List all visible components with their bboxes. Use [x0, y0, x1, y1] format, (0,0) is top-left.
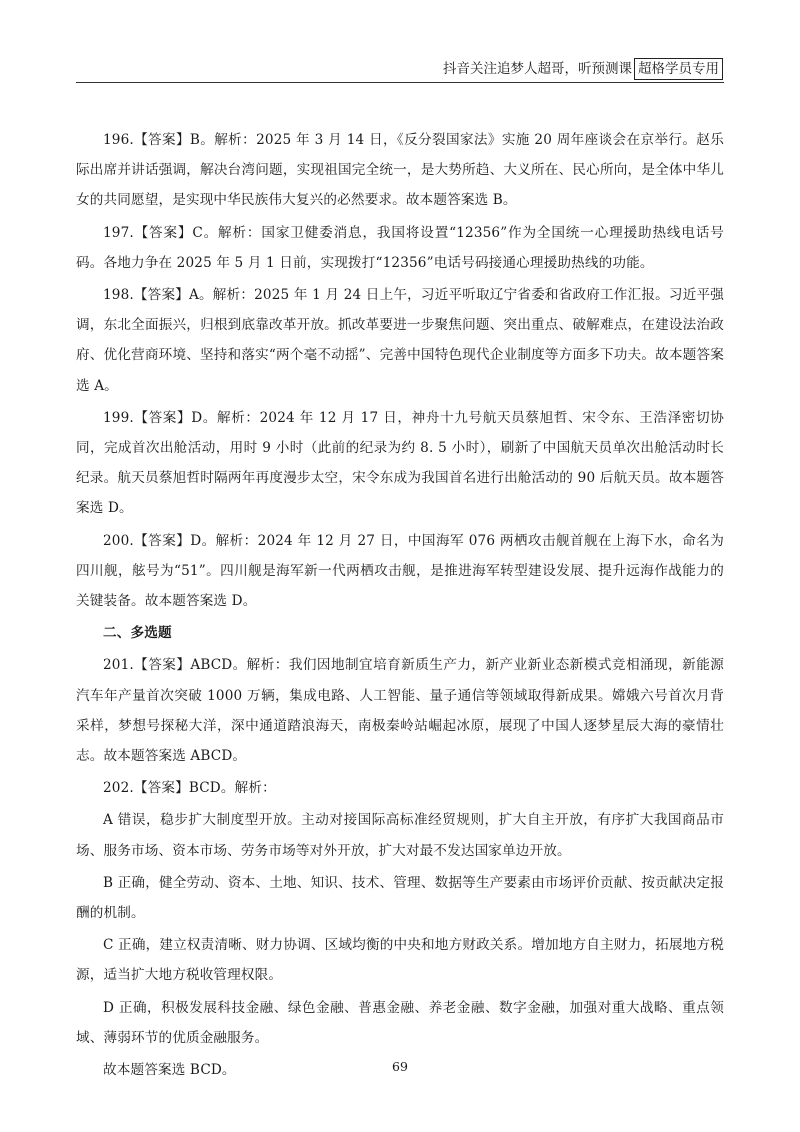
answer-199: 199.【答案】D。解析：2024 年 12 月 17 日，神舟十九号航天员蔡旭哲、宋令东、王浩泽密切协同，完成首次出舱活动，用时 9 小时（此前的纪录为约 8. 5 小时），刷新了中国航天员单次出舱活动时长纪录。航天员蔡旭哲时隔两年再度漫步太空，宋令东成为我国首名进行出舱活动的 90 后航天员。故本题答案选 D。	[76, 409, 724, 517]
answer-202-option-d: D 正确，积极发展科技金融、绿色金融、普惠金融、养老金融、数字金融，加强对重大战略、重点领域、薄弱环节的优质金融服务。	[76, 999, 724, 1046]
answer-202-option-b: B 正确，健全劳动、资本、土地、知识、技术、管理、数据等生产要素由市场评价贡献、按贡献决定报酬的机制。	[76, 874, 724, 922]
section-title-multiple-choice: 二、多选题	[103, 625, 172, 642]
answer-196: 196.【答案】B。解析：2025 年 3 月 14 日，《反分裂国家法》实施 20 周年座谈会在京举行。赵乐际出席并讲话强调，解决台湾问题，实现祖国完全统一，是大势所趋、大义所在、民心所向，是全体中华儿女的共同愿望，是实现中华民族伟大复兴的必然要求。故本题答案选 B。	[76, 132, 724, 209]
header-text: 抖音关注追梦人超哥，听预测课	[443, 61, 632, 77]
header-tag: 超格学员专用	[634, 58, 723, 80]
page-number: 69	[392, 1059, 408, 1074]
answer-202-option-a: A 错误，稳步扩大制度型开放。主动对接国际高标准经贸规则，扩大自主开放，有序扩大我国商品市场、服务市场、资本市场、劳务市场等对外开放，扩大对最不发达国家单边开放。	[76, 812, 724, 859]
answer-200: 200.【答案】D。解析：2024 年 12 月 27 日，中国海军 076 两栖攻击舰首舰在上海下水，命名为四川舰，舷号为“51”。四川舰是海军新一代两栖攻击舰，是推进海军转型建设发展、提升远海作战能力的关键装备。故本题答案选 D。	[76, 532, 724, 610]
header-divider	[76, 82, 724, 83]
answer-198: 198.【答案】A。解析：2025 年 1 月 24 日上午，习近平听取辽宁省委和省政府工作汇报。习近平强调，东北全面振兴，归根到底靠改革开放。抓改革要进一步聚焦问题、突出重点、破解难点，在建设法治政府、优化营商环境、坚持和落实“两个毫不动摇”、完善中国特色现代企业制度等方面多下功夫。故本题答案选 A。	[76, 287, 724, 394]
document-body	[76, 125, 724, 1085]
answer-202-conclusion: 故本题答案选 BCD。	[103, 1062, 236, 1079]
answer-201: 201.【答案】ABCD。解析：我们因地制宜培育新质生产力，新产业新业态新模式竞相涌现，新能源汽车年产量首次突破 1000 万辆，集成电路、人工智能、量子通信等领域取得新成果。嫦娥六号首次月背采样，梦想号探秘大洋，深中通道踏浪海天，南极秦岭站崛起冰原，展现了中国人逐梦星辰大海的豪情壮志。故本题答案选 ABCD。	[76, 657, 724, 765]
answer-202: 202.【答案】BCD。解析：	[103, 780, 276, 797]
answer-202-option-c: C 正确，建立权责清晰、财力协调、区域均衡的中央和地方财政关系。增加地方自主财力，拓展地方税源，适当扩大地方税收管理权限。	[76, 937, 724, 984]
page-header	[443, 58, 723, 80]
answer-197: 197.【答案】C。解析：国家卫健委消息，我国将设置“12356”作为全国统一心理援助热线电话号码。各地力争在 2025 年 5 月 1 日前，实现拨打“12356”电话号码接通心理援助热线的功能。	[76, 224, 724, 271]
